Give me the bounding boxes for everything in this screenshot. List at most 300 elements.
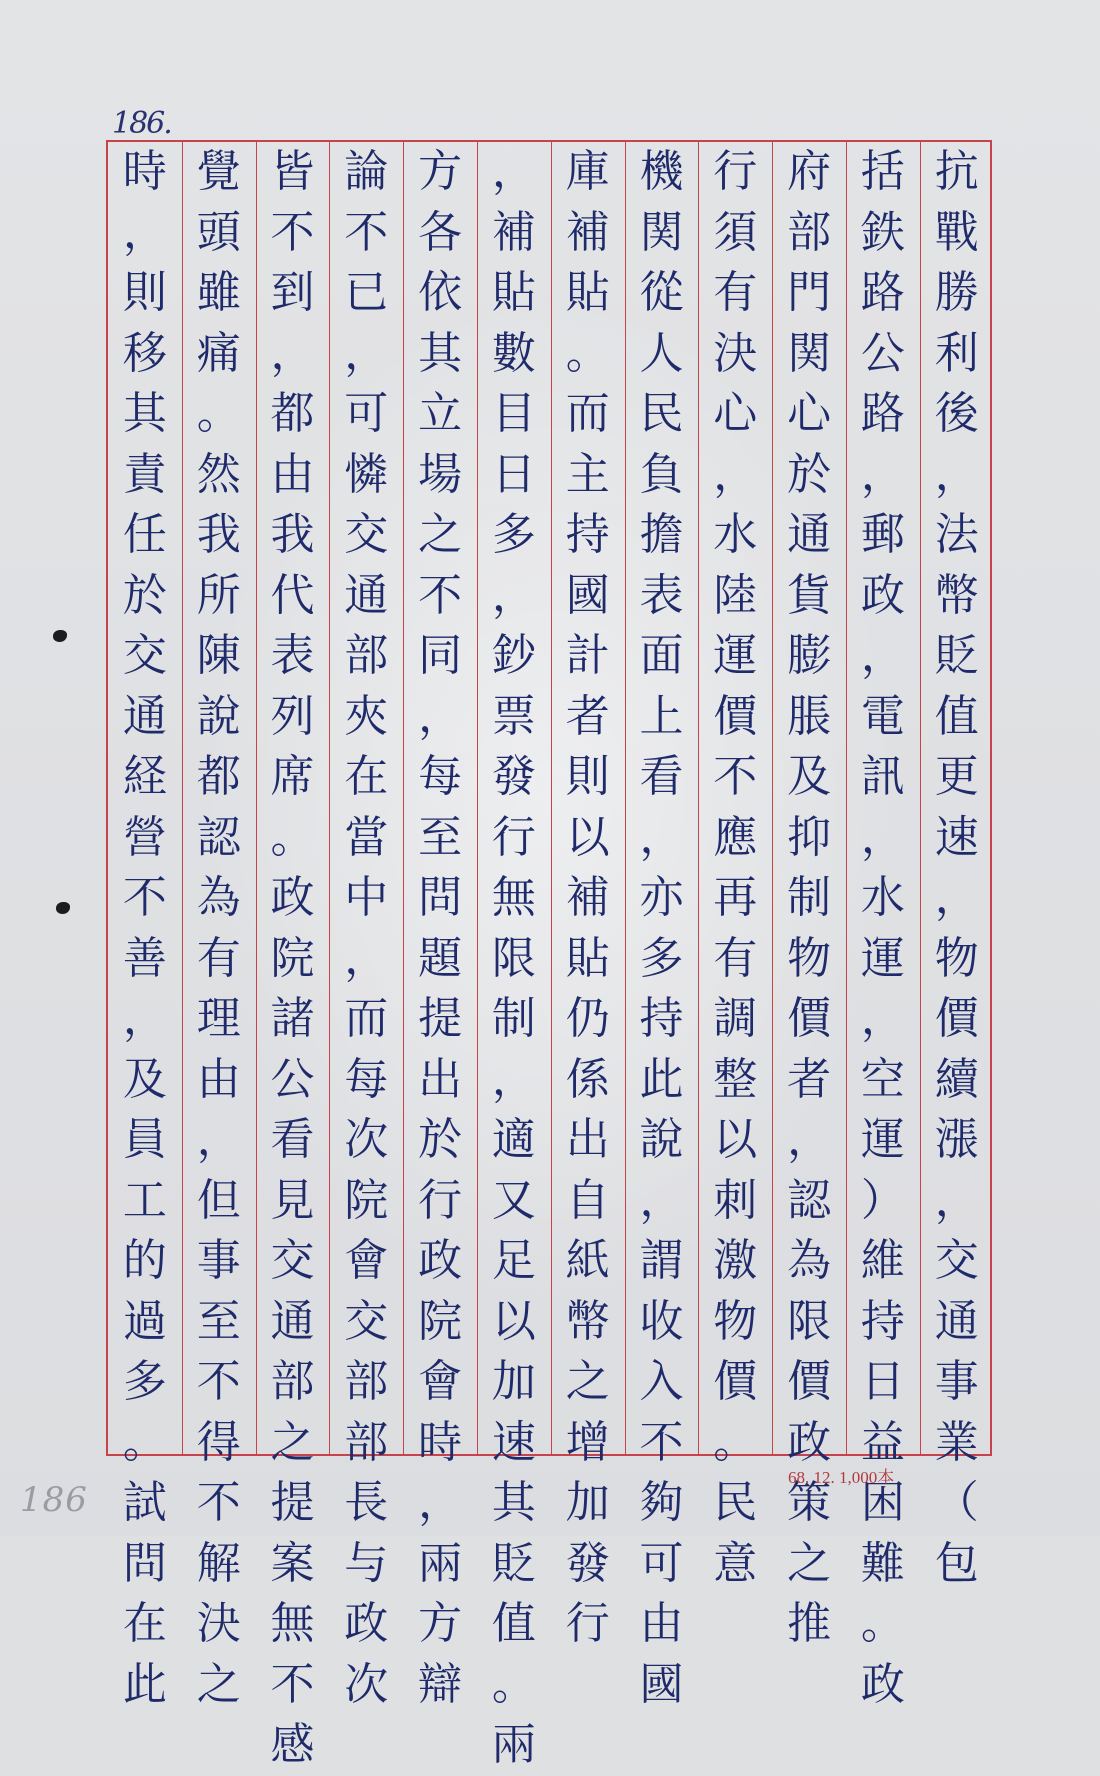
manuscript-character: 同 <box>418 630 463 681</box>
manuscript-character: 皆 <box>270 146 315 197</box>
manuscript-character: 通 <box>787 509 832 560</box>
manuscript-character: 數 <box>491 327 536 379</box>
manuscript-character: 持 <box>565 509 610 560</box>
manuscript-character: 持 <box>639 993 684 1044</box>
manuscript-character: 移 <box>122 327 167 379</box>
manuscript-character: 交 <box>934 1235 979 1286</box>
manuscript-character: 得 <box>196 1416 241 1468</box>
manuscript-character: 行 <box>491 811 536 863</box>
manuscript-character: 至 <box>196 1295 241 1347</box>
manuscript-character: 有 <box>713 267 758 318</box>
manuscript-character: 幣 <box>934 569 979 621</box>
manuscript-character: 院 <box>418 1295 463 1347</box>
manuscript-character: 方 <box>418 1598 463 1649</box>
manuscript-character: 價 <box>713 690 758 742</box>
manuscript-character: 通 <box>344 569 389 621</box>
manuscript-character: 感 <box>270 1719 315 1770</box>
manuscript-character: 持 <box>860 1295 905 1347</box>
manuscript-character: 認 <box>787 1174 832 1226</box>
text-column <box>477 142 551 1770</box>
manuscript-character: 関 <box>787 327 832 379</box>
manuscript-character: 物 <box>787 932 832 984</box>
text-column <box>108 142 182 1710</box>
manuscript-character: ， <box>787 1114 832 1165</box>
manuscript-character: 不 <box>418 569 463 621</box>
manuscript-character: 困 <box>860 1477 905 1528</box>
manuscript-character: 我 <box>270 509 315 560</box>
manuscript-character: 補 <box>491 206 536 258</box>
manuscript-character: 不 <box>713 751 758 802</box>
manuscript-character: 面 <box>639 630 684 681</box>
manuscript-character: 可 <box>639 1537 684 1589</box>
manuscript-character: 戰 <box>934 206 979 258</box>
manuscript-character: 計 <box>565 630 610 681</box>
manuscript-character: 之 <box>565 1356 610 1407</box>
manuscript-character: 發 <box>491 751 536 802</box>
manuscript-character: 不 <box>270 206 315 258</box>
manuscript-character: 行 <box>713 146 758 197</box>
manuscript-character: 會 <box>418 1356 463 1407</box>
manuscript-character: 以 <box>491 1295 536 1347</box>
manuscript-character: 負 <box>639 448 684 500</box>
manuscript-character: 場 <box>418 448 463 500</box>
manuscript-character: 價 <box>787 993 832 1044</box>
manuscript-character: 制 <box>491 993 536 1044</box>
manuscript-character: ， <box>491 1053 536 1105</box>
manuscript-character: 紙 <box>565 1235 610 1286</box>
manuscript-character: 收 <box>639 1295 684 1347</box>
manuscript-character: 訊 <box>860 751 905 802</box>
manuscript-character: 兩 <box>491 1719 536 1770</box>
manuscript-character: 心 <box>787 388 832 439</box>
manuscript-character: 從 <box>639 267 684 318</box>
manuscript-character: 每 <box>418 751 463 802</box>
manuscript-character: 庫 <box>565 146 610 197</box>
manuscript-character: 兩 <box>418 1537 463 1589</box>
manuscript-character: 。 <box>270 811 315 863</box>
manuscript-character: 電 <box>860 690 905 742</box>
manuscript-character: 入 <box>639 1356 684 1407</box>
manuscript-character: 公 <box>860 327 905 379</box>
manuscript-character: 於 <box>418 1114 463 1165</box>
manuscript-character: 可 <box>344 388 389 439</box>
manuscript-character: 貨 <box>787 569 832 621</box>
manuscript-character: 的 <box>122 1235 167 1286</box>
manuscript-character: 而 <box>344 993 389 1044</box>
manuscript-character: 當 <box>344 811 389 863</box>
manuscript-character: 不 <box>196 1356 241 1407</box>
manuscript-character: 貼 <box>565 932 610 984</box>
manuscript-character: 其 <box>491 1477 536 1528</box>
manuscript-character: 不 <box>639 1416 684 1468</box>
manuscript-character: 此 <box>639 1053 684 1105</box>
text-column <box>846 142 920 1710</box>
manuscript-character: 之 <box>270 1416 315 1468</box>
text-column <box>403 142 477 1710</box>
manuscript-character: ， <box>934 448 979 500</box>
manuscript-character: ， <box>418 690 463 742</box>
manuscript-character: 院 <box>270 932 315 984</box>
manuscript-character: 其 <box>122 388 167 439</box>
manuscript-character: 政 <box>787 1416 832 1468</box>
manuscript-character: ， <box>860 811 905 863</box>
manuscript-character: 善 <box>122 932 167 984</box>
manuscript-character: 出 <box>418 1053 463 1105</box>
manuscript-character: 案 <box>270 1537 315 1589</box>
manuscript-character: 然 <box>196 448 241 500</box>
manuscript-character: 論 <box>344 146 389 197</box>
manuscript-character: 說 <box>639 1114 684 1165</box>
print-mark: 68. 12. 1,000本 <box>788 1468 895 1487</box>
page-number: 186. <box>112 106 171 141</box>
manuscript-character: 交 <box>344 509 389 560</box>
manuscript-character: 交 <box>122 630 167 681</box>
manuscript-character: 速 <box>491 1416 536 1468</box>
manuscript-character: 為 <box>787 1235 832 1286</box>
manuscript-character: 次 <box>344 1114 389 1165</box>
manuscript-character: ， <box>639 811 684 863</box>
manuscript-character: 部 <box>344 1416 389 1468</box>
manuscript-character: 法 <box>934 509 979 560</box>
manuscript-character: 貶 <box>934 630 979 681</box>
manuscript-character: 過 <box>122 1295 167 1347</box>
manuscript-character: 民 <box>639 388 684 439</box>
manuscript-character: 不 <box>196 1477 241 1528</box>
manuscript-character: 行 <box>418 1174 463 1226</box>
manuscript-character: 方 <box>418 146 463 197</box>
manuscript-character: 経 <box>122 751 167 802</box>
manuscript-character: 到 <box>270 267 315 318</box>
manuscript-character: 政 <box>270 872 315 923</box>
manuscript-character: 上 <box>639 690 684 742</box>
manuscript-character: 民 <box>713 1477 758 1528</box>
manuscript-character: ， <box>344 327 389 379</box>
manuscript-character: 主 <box>565 448 610 500</box>
manuscript-character: ） <box>860 1174 905 1226</box>
manuscript-character: ， <box>418 1477 463 1528</box>
manuscript-character: 在 <box>122 1598 167 1649</box>
manuscript-character: 郵 <box>860 509 905 560</box>
manuscript-character: 無 <box>491 872 536 923</box>
manuscript-character: 運 <box>860 932 905 984</box>
manuscript-character: 府 <box>787 146 832 197</box>
manuscript-character: 各 <box>418 206 463 258</box>
manuscript-character: 列 <box>270 690 315 742</box>
manuscript-character: 激 <box>713 1235 758 1286</box>
manuscript-character: 日 <box>860 1356 905 1407</box>
manuscript-character: 題 <box>418 932 463 984</box>
manuscript-character: 問 <box>418 872 463 923</box>
manuscript-character: 出 <box>565 1114 610 1165</box>
manuscript-character: 擔 <box>639 509 684 560</box>
manuscript-character: 抑 <box>787 811 832 863</box>
manuscript-character: 整 <box>713 1053 758 1105</box>
manuscript-character: 理 <box>196 993 241 1044</box>
manuscript-character: 勝 <box>934 267 979 318</box>
manuscript-character: 事 <box>934 1356 979 1407</box>
manuscript-character: 次 <box>344 1658 389 1710</box>
manuscript-character: 國 <box>639 1658 684 1710</box>
manuscript-character: 覺 <box>196 146 241 197</box>
manuscript-character: 之 <box>418 509 463 560</box>
manuscript-character: 須 <box>713 206 758 258</box>
manuscript-character: 。 <box>196 388 241 439</box>
manuscript-character: 而 <box>565 388 610 439</box>
manuscript-character: 值 <box>934 690 979 742</box>
manuscript-character: 抗 <box>934 146 979 197</box>
manuscript-character: 問 <box>122 1537 167 1589</box>
manuscript-character: 為 <box>196 872 241 923</box>
manuscript-character: 員 <box>122 1114 167 1165</box>
manuscript-character: 時 <box>122 146 167 197</box>
manuscript-character: 通 <box>270 1295 315 1347</box>
manuscript-character: 貶 <box>491 1537 536 1589</box>
manuscript-character: 心 <box>713 388 758 439</box>
manuscript-character: 夠 <box>639 1477 684 1528</box>
manuscript-character: 通 <box>934 1295 979 1347</box>
manuscript-character: ， <box>934 1174 979 1226</box>
manuscript-character: 鈔 <box>491 630 536 681</box>
manuscript-character: 會 <box>344 1235 389 1286</box>
manuscript-character: 利 <box>934 327 979 379</box>
manuscript-character: 部 <box>270 1356 315 1407</box>
manuscript-character: 与 <box>344 1537 389 1589</box>
manuscript-character: ， <box>344 932 389 984</box>
manuscript-character: 交 <box>344 1295 389 1347</box>
manuscript-character: 行 <box>565 1598 610 1649</box>
manuscript-character: 補 <box>565 206 610 258</box>
manuscript-character: 水 <box>860 872 905 923</box>
manuscript-character: 陸 <box>713 569 758 621</box>
manuscript-character: ， <box>713 448 758 500</box>
manuscript-character: 認 <box>196 811 241 863</box>
manuscript-character: 部 <box>344 630 389 681</box>
text-column <box>551 142 625 1649</box>
manuscript-character: 限 <box>787 1295 832 1347</box>
manuscript-character: 包 <box>934 1537 979 1589</box>
manuscript-character: 有 <box>713 932 758 984</box>
manuscript-character: 事 <box>196 1235 241 1286</box>
manuscript-character: 目 <box>491 388 536 439</box>
text-column <box>920 142 994 1589</box>
manuscript-character: ， <box>934 872 979 923</box>
manuscript-character: 之 <box>787 1537 832 1589</box>
manuscript-character: 以 <box>713 1114 758 1165</box>
manuscript-character: 任 <box>122 509 167 560</box>
manuscript-character: 責 <box>122 448 167 500</box>
manuscript-character: 依 <box>418 267 463 318</box>
manuscript-character: 席 <box>270 751 315 802</box>
manuscript-character: 提 <box>270 1477 315 1528</box>
manuscript-character: ， <box>491 569 536 621</box>
manuscript-character: ， <box>860 993 905 1044</box>
manuscript-character: 決 <box>713 327 758 379</box>
manuscript-character: 膨 <box>787 630 832 681</box>
manuscript-character: 不 <box>122 872 167 923</box>
manuscript-character: 幣 <box>565 1295 610 1347</box>
manuscript-character: 在 <box>344 751 389 802</box>
manuscript-character: 及 <box>122 1053 167 1105</box>
manuscript-character: 速 <box>934 811 979 863</box>
manuscript-character: 由 <box>270 448 315 500</box>
manuscript-character: 自 <box>565 1174 610 1226</box>
manuscript-character: 亦 <box>639 872 684 923</box>
manuscript-character: 價 <box>787 1356 832 1407</box>
text-column <box>698 142 772 1589</box>
manuscript-character: 補 <box>565 872 610 923</box>
manuscript-character: 足 <box>491 1235 536 1286</box>
manuscript-character: 以 <box>565 811 610 863</box>
manuscript-character: 又 <box>491 1174 536 1226</box>
manuscript-character: 應 <box>713 811 758 863</box>
manuscript-character: 值 <box>491 1598 536 1649</box>
manuscript-character: 看 <box>639 751 684 802</box>
manuscript-character: 加 <box>491 1356 536 1407</box>
manuscript-character: 政 <box>860 569 905 621</box>
manuscript-character: ， <box>122 993 167 1044</box>
manuscript-character: 無 <box>270 1598 315 1649</box>
manuscript-character: 多 <box>122 1356 167 1407</box>
manuscript-character: 空 <box>860 1053 905 1105</box>
manuscript-character: 通 <box>122 690 167 742</box>
manuscript-character: ， <box>860 448 905 500</box>
manuscript-character: 及 <box>787 751 832 802</box>
manuscript-character: 運 <box>860 1114 905 1165</box>
manuscript-character: 更 <box>934 751 979 802</box>
manuscript-character: 物 <box>934 932 979 984</box>
manuscript-character: 公 <box>270 1053 315 1105</box>
manuscript-character: 部 <box>344 1356 389 1407</box>
manuscript-character: 見 <box>270 1174 315 1226</box>
manuscript-character: 部 <box>787 206 832 258</box>
manuscript-character: 每 <box>344 1053 389 1105</box>
manuscript-character: 適 <box>491 1114 536 1165</box>
manuscript-character: 代 <box>270 569 315 621</box>
manuscript-character: 人 <box>639 327 684 379</box>
manuscript-character: 都 <box>270 388 315 439</box>
manuscript-character: 至 <box>418 811 463 863</box>
manuscript-character: 後 <box>934 388 979 439</box>
manuscript-character: 者 <box>565 690 610 742</box>
manuscript-character: 係 <box>565 1053 610 1105</box>
manuscript-character: 限 <box>491 932 536 984</box>
manuscript-character: 制 <box>787 872 832 923</box>
manuscript-character: 但 <box>196 1174 241 1226</box>
manuscript-character: 路 <box>860 267 905 318</box>
manuscript-character: 。 <box>491 1658 536 1710</box>
manuscript-character: 於 <box>787 448 832 500</box>
manuscript-character: 。 <box>565 327 610 379</box>
manuscript-character: 痛 <box>196 327 241 379</box>
manuscript-character: 於 <box>122 569 167 621</box>
manuscript-character: 水 <box>713 509 758 560</box>
manuscript-character: 推 <box>787 1598 832 1649</box>
manuscript-character: 已 <box>344 267 389 318</box>
manuscript-character: 交 <box>270 1235 315 1286</box>
manuscript-character: 工 <box>122 1174 167 1226</box>
manuscript-character: 多 <box>491 509 536 560</box>
manuscript-character: 策 <box>787 1477 832 1528</box>
manuscript-character: 諸 <box>270 993 315 1044</box>
manuscript-character: 增 <box>565 1416 610 1468</box>
text-column <box>182 142 256 1710</box>
manuscript-character: （ <box>934 1477 979 1528</box>
manuscript-character: ， <box>860 630 905 681</box>
manuscript-character: 漲 <box>934 1114 979 1165</box>
manuscript-character: 鉄 <box>860 206 905 258</box>
manuscript-character: 表 <box>639 569 684 621</box>
manuscript-character: 辯 <box>418 1658 463 1710</box>
manuscript-character: 試 <box>122 1477 167 1528</box>
manuscript-character: 維 <box>860 1235 905 1286</box>
manuscript-character: 難 <box>860 1537 905 1589</box>
manuscript-character: 提 <box>418 993 463 1044</box>
manuscript-character: 政 <box>344 1598 389 1649</box>
manuscript-character: 。 <box>860 1598 905 1649</box>
manuscript-character: 發 <box>565 1537 610 1589</box>
manuscript-character: 括 <box>860 146 905 197</box>
manuscript-character: 解 <box>196 1537 241 1589</box>
manuscript-character: 貼 <box>565 267 610 318</box>
manuscript-character: 貼 <box>491 267 536 318</box>
manuscript-character: 營 <box>122 811 167 863</box>
manuscript-character: 調 <box>713 993 758 1044</box>
manuscript-character: 頭 <box>196 206 241 258</box>
manuscript-character: 立 <box>418 388 463 439</box>
manuscript-character: 票 <box>491 690 536 742</box>
manuscript-character: 夾 <box>344 690 389 742</box>
manuscript-character: 憐 <box>344 448 389 500</box>
manuscript-character: 謂 <box>639 1235 684 1286</box>
manuscript-character: ， <box>196 1114 241 1165</box>
manuscript-character: 則 <box>565 751 610 802</box>
manuscript-character: ， <box>639 1174 684 1226</box>
manuscript-character: 由 <box>639 1598 684 1649</box>
manuscript-character: 續 <box>934 1053 979 1105</box>
binding-hole <box>53 630 67 642</box>
manuscript-character: 價 <box>934 993 979 1044</box>
manuscript-character: 則 <box>122 267 167 318</box>
manuscript-character: 由 <box>196 1053 241 1105</box>
manuscript-character: 之 <box>196 1658 241 1710</box>
text-column <box>256 142 330 1770</box>
manuscript-character: 時 <box>418 1416 463 1468</box>
manuscript-character: 雖 <box>196 267 241 318</box>
manuscript-character: 機 <box>639 146 684 197</box>
manuscript-character: 其 <box>418 327 463 379</box>
manuscript-character: 說 <box>196 690 241 742</box>
manuscript-character: 政 <box>860 1658 905 1710</box>
text-column <box>329 142 403 1710</box>
manuscript-character: 運 <box>713 630 758 681</box>
manuscript-character: 仍 <box>565 993 610 1044</box>
manuscript-character: ， <box>122 206 167 258</box>
manuscript-character: 表 <box>270 630 315 681</box>
manuscript-character: 此 <box>122 1658 167 1710</box>
manuscript-character: 。 <box>713 1416 758 1468</box>
manuscript-character: 益 <box>860 1416 905 1468</box>
binding-hole <box>56 902 70 914</box>
manuscript-character: 再 <box>713 872 758 923</box>
manuscript-character: 我 <box>196 509 241 560</box>
manuscript-character: 多 <box>639 932 684 984</box>
manuscript-character: 陳 <box>196 630 241 681</box>
manuscript-character: 院 <box>344 1174 389 1226</box>
manuscript-character: ， <box>270 327 315 379</box>
manuscript-character: 意 <box>713 1537 758 1589</box>
manuscript-character: 中 <box>344 872 389 923</box>
manuscript-character: 有 <box>196 932 241 984</box>
